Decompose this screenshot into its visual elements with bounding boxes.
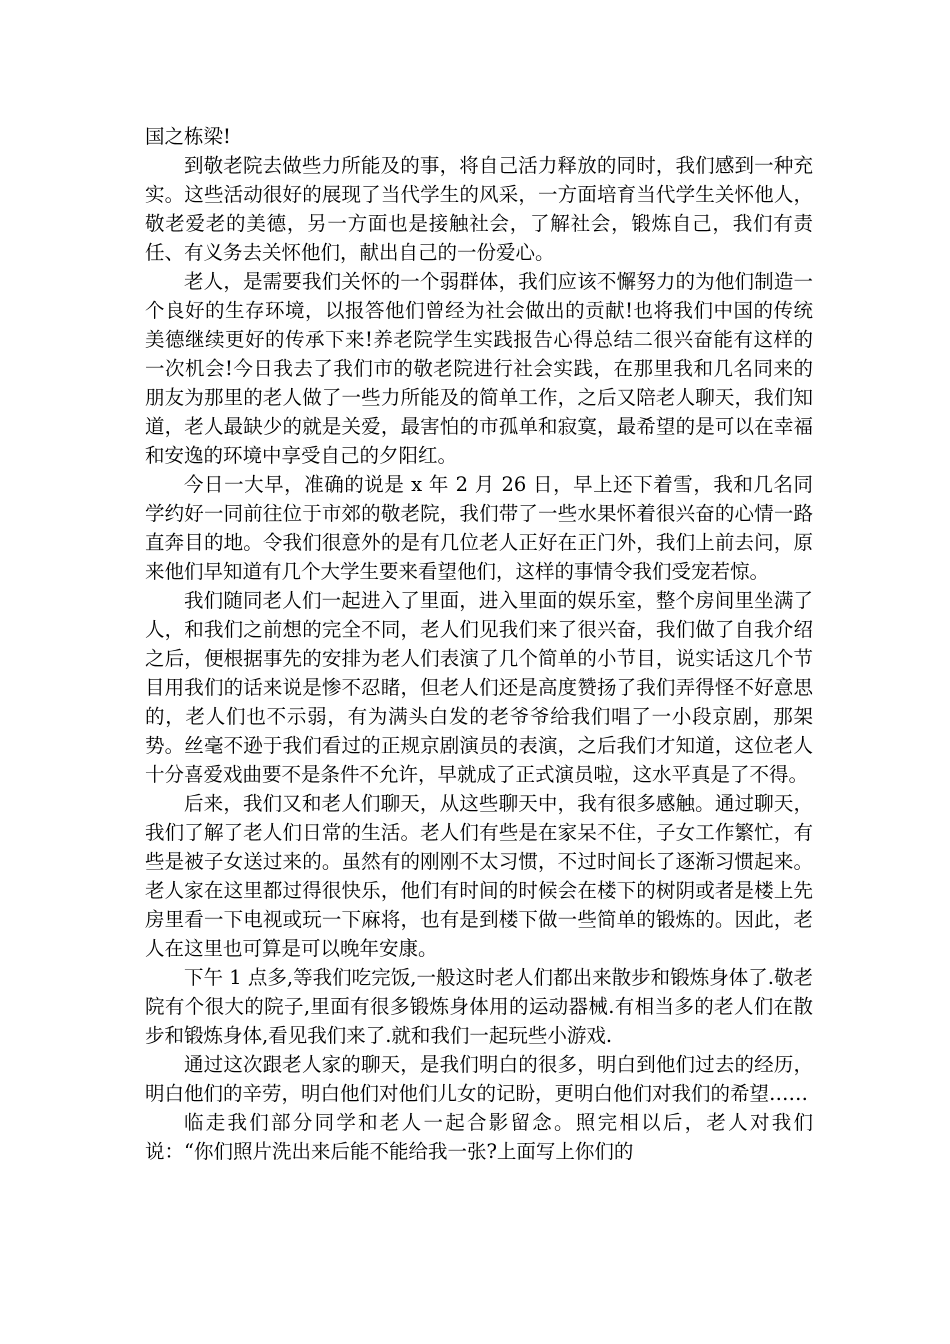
- paragraph-5: 我们随同老人们一起进入了里面，进入里面的娱乐室，整个房间里坐满了人，和我们之前想的完全不同，老人们见我们来了很兴奋，我们做了自我介绍之后，便根据事先的安排为老人们表演了几个简单的小节目，说实话这几个节目用我们的话来说是惨不忍睹，但老人们还是高度赞扬了我们弄得怪不好意思的，老人们也不示弱，有为满头白发的老爷爷给我们唱了一小段京剧，那架势。丝毫不逊于我们看过的正规京剧演员的表演，之后我们才知道，这位老人十分喜爱戏曲要不是条件不允许，早就成了正式演员啦，这水平真是了不得。: [145, 589, 813, 786]
- paragraph-6: 后来，我们又和老人们聊天，从这些聊天中，我有很多感触。通过聊天，我们了解了老人们日常的生活。老人们有些是在家呆不住，子女工作繁忙，有些是被子女送过来的。虽然有的刚刚不太习惯，不过时间长了逐渐习惯起来。老人家在这里都过得很快乐，他们有时间的时候会在楼下的树阴或者是楼上先房里看一下电视或玩一下麻将，也有是到楼下做一些简单的锻炼的。因此，老人在这里也可算是可以晚年安康。: [145, 792, 813, 960]
- document-body: [145, 122, 813, 1166]
- paragraph-3: 老人，是需要我们关怀的一个弱群体，我们应该不懈努力的为他们制造一个良好的生存环境，以报答他们曾经为社会做出的贡献!也将我们中国的传统美德继续更好的传承下来!养老院学生实践报告心得总结二很兴奋能有这样的一次机会!今日我去了我们市的敬老院进行社会实践，在那里我和几名同来的朋友为那里的老人做了一些力所能及的简单工作，之后又陪老人聊天，我们知道，老人最缺少的就是关爱，最害怕的市孤单和寂寞，最希望的是可以在幸福和安逸的环境中享受自己的夕阳红。: [145, 270, 813, 467]
- paragraph-9: 临走我们部分同学和老人一起合影留念。照完相以后，老人对我们说：“你们照片洗出来后能不能给我一张?上面写上你们的: [145, 1111, 813, 1163]
- paragraph-2: 到敬老院去做些力所能及的事，将自己活力释放的同时，我们感到一种充实。这些活动很好的展现了当代学生的风采，一方面培育当代学生关怀他人，敬老爱老的美德，另一方面也是接触社会，了解社会，锻炼自己，我们有责任、有义务去关怀他们，献出自己的一份爱心。: [145, 154, 813, 264]
- paragraph-7: 下午 1 点多,等我们吃完饭,一般这时老人们都出来散步和锻炼身体了.敬老院有个很大的院子,里面有很多锻炼身体用的运动器械.有相当多的老人们在散步和锻炼身体,看见我们来了.就和我们一起玩些小游戏.: [145, 966, 813, 1047]
- paragraph-8: 通过这次跟老人家的聊天，是我们明白的很多，明白到他们过去的经历，明白他们的辛劳，明白他们对他们儿女的记盼，更明白他们对我们的希望……: [145, 1053, 813, 1105]
- paragraph-1: 国之栋梁!: [145, 125, 231, 148]
- paragraph-4: 今日一大早，准确的说是 x 年 2 月 26 日，早上还下着雪，我和几名同学约好一同前往位于市郊的敬老院，我们带了一些水果怀着很兴奋的心情一路直奔目的地。令我们很意外的是有几位老人正好在正门外，我们上前去问，原来他们早知道有几个大学生要来看望他们，这样的事情令我们受宠若惊。: [145, 473, 813, 583]
